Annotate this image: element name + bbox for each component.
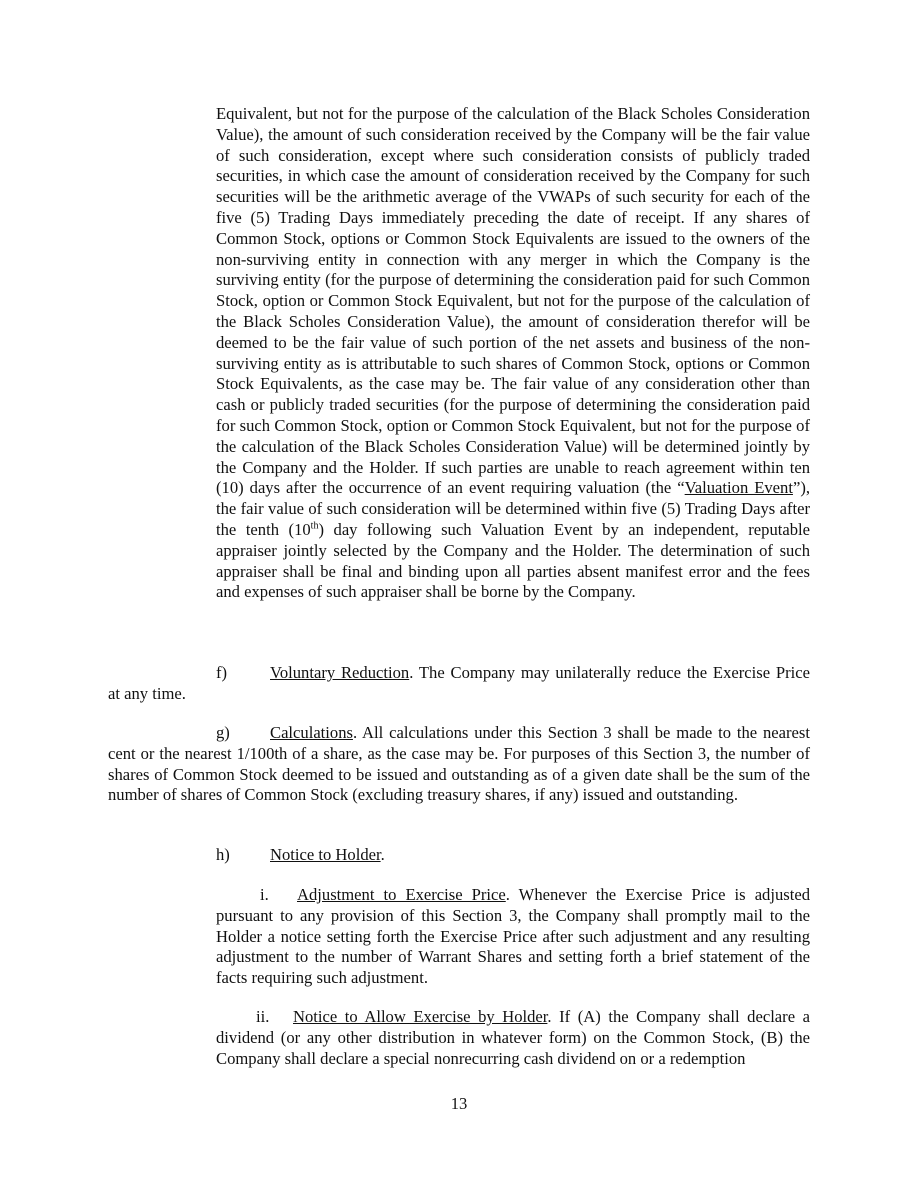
section-h-ii-body: . If (A) the Company shall declare a dividend (or any other distribution in whatever form) on the Common Stock, (B) the Company shall declare a special nonrecurring cash dividend on or a redemption [216,1007,810,1068]
ordinal-superscript: th [310,520,319,532]
section-h-label: h) [216,845,230,864]
section-f-heading: Voluntary Reduction [270,663,410,682]
continuation-text-1: Equivalent, but not for the purpose of the calculation of the Black Scholes Consideration Value), the amount of such consideration received by the Company will be the fair value of such consideration, except where such consideration consists of publicly traded securities, in which case the amount of consideration received by the Company for such securities will be the arithmetic average of the VWAPs of such security for each of the five (5) Trading Days immediately preceding the date of receipt. If any shares of Common Stock, options or Common Stock Equivalents are issued to the owners of the non-surviving entity in connection with any merger in which the Company is the surviving entity (for the purpose of determining the consideration paid for such Common Stock, option or Common Stock Equivalent, but not for the purpose of the calculation of the Black Scholes Consideration Value), the amount of consideration therefor will be deemed to be the fair value of such portion of the net assets and business of the non-surviving entity as is attributable to such shares of Common Stock, options or Common Stock Equivalents, as the case may be. The fair value of any consideration other than cash or publicly traded securities (for the purpose of determining the consideration paid for such Common Stock, option or Common Stock Equivalent, but not for the purpose of the calculation of the Black Scholes Consideration Value) will be determined jointly by the Company and the Holder. If such parties are unable to reach agreement within ten (10) days after the occurrence of an event requiring valuation (the “ [216,104,810,498]
section-f-paragraph [108,663,810,705]
section-h-heading: Notice to Holder [270,845,381,864]
continuation-text-2: ”), the fair value of such consideration will be determined within five (5) Trading Days after the tenth (10 [216,478,810,539]
continuation-paragraph [216,104,810,603]
section-f-body: . The Company may unilaterally reduce the Exercise Price at any time. [108,663,810,703]
section-h-i-body: . Whenever the Exercise Price is adjusted pursuant to any provision of this Section 3, the Company shall promptly mail to the Holder a notice setting forth the Exercise Price after such adjustment and any resulting adjustment to the number of Warrant Shares and setting forth a brief statement of the facts requiring such adjustment. [216,885,810,988]
page-number: 13 [450,1094,468,1113]
continuation-text-3: ) day following such Valuation Event by an independent, reputable appraiser jointly selected by the Company and the Holder. The determination of such appraiser shall be final and binding upon all parties absent manifest error and the fees and expenses of such appraiser shall be borne by the Company. [216,519,811,602]
section-h-i-label: i. [260,885,269,904]
section-h-i-heading: Adjustment to Exercise Price [297,885,506,904]
section-h-ii-paragraph [216,1007,810,1069]
section-g-body: . All calculations under this Section 3 shall be made to the nearest cent or the nearest 1/100th of a share, as the case may be. For purposes of this Section 3, the number of shares of Common Stock deemed to be issued and outstanding as of a given date shall be the sum of the number of shares of Common Stock (excluding treasury shares, if any) issued and outstanding. [108,723,810,805]
section-h-ii-heading: Notice to Allow Exercise by Holder [293,1007,548,1026]
section-h-ii-label: ii. [256,1007,270,1026]
defined-term-valuation-event: Valuation Event [684,478,793,498]
section-g-label: g) [216,723,230,742]
section-h-paragraph [216,845,810,866]
section-f-label: f) [216,663,228,682]
section-g-heading: Calculations [270,723,353,742]
section-h-body: . [380,845,385,864]
section-h-i-paragraph [216,885,810,989]
section-g-paragraph [108,723,810,806]
